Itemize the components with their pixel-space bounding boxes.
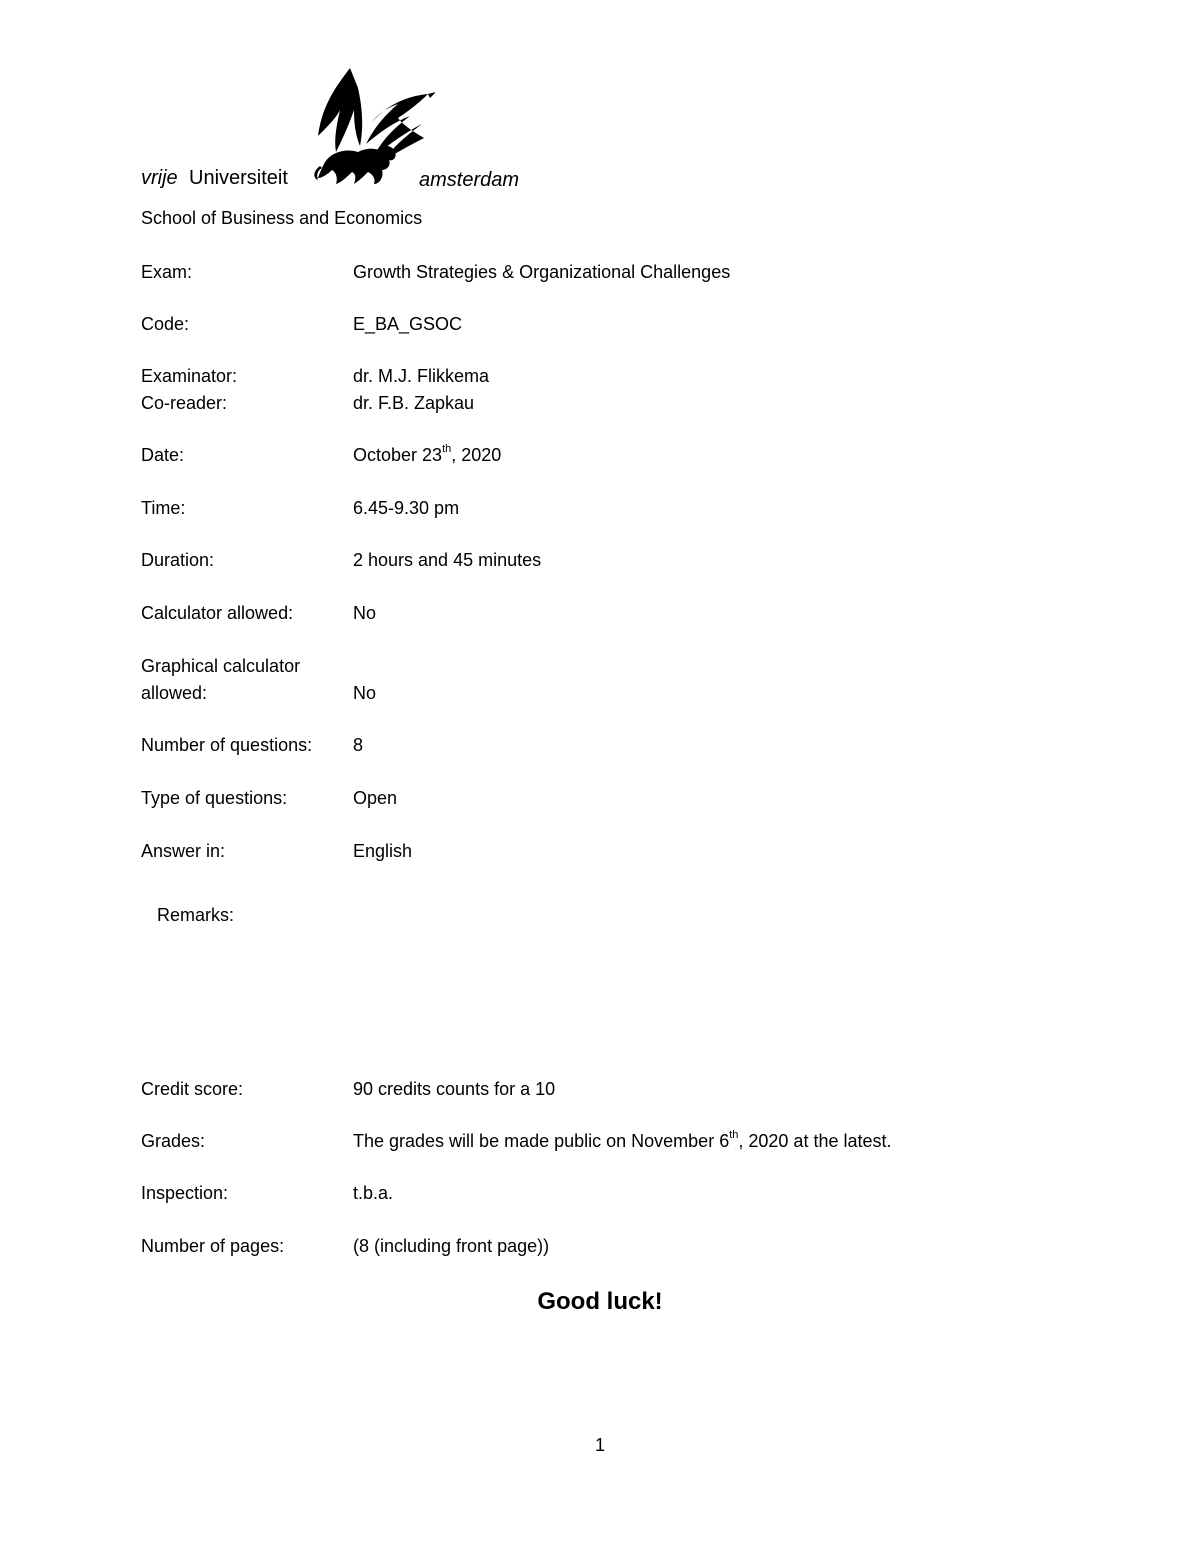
answer-in-label: Answer in:: [141, 841, 226, 861]
duration-value: 2 hours and 45 minutes: [353, 550, 542, 570]
date-value-main: October 23: [353, 445, 443, 465]
grades-value: [353, 1131, 892, 1153]
code-value: E_BA_GSOC: [353, 314, 463, 334]
date-value-year: , 2020: [451, 445, 502, 465]
page-number: 1: [594, 1435, 605, 1455]
num-questions-value: 8: [353, 735, 364, 755]
grades-label: Grades:: [141, 1131, 206, 1151]
duration-label: Duration:: [141, 550, 215, 570]
exam-label: Exam:: [141, 262, 193, 282]
answer-in-value: English: [353, 841, 413, 861]
logo-word-amsterdam: amsterdam: [419, 169, 520, 191]
num-questions-label: Number of questions:: [141, 735, 313, 755]
school-name: School of Business and Economics: [141, 208, 423, 228]
grades-value-rest: , 2020 at the latest.: [738, 1131, 892, 1151]
coreader-value: dr. F.B. Zapkau: [353, 393, 475, 413]
logo-word-vrije: vrije: [141, 167, 178, 189]
calculator-label: Calculator allowed:: [141, 603, 294, 623]
exam-value: Growth Strategies & Organizational Challenges: [353, 262, 731, 282]
inspection-value: t.b.a.: [353, 1183, 394, 1203]
credit-score-label: Credit score:: [141, 1079, 244, 1099]
time-label: Time:: [141, 498, 186, 518]
date-label: Date:: [141, 445, 185, 465]
type-questions-label: Type of questions:: [141, 788, 288, 808]
date-value: [353, 445, 501, 467]
griffin-emblem-icon: [310, 66, 435, 190]
coreader-label: Co-reader:: [141, 393, 228, 413]
grades-value-main: The grades will be made public on November 6: [353, 1131, 730, 1151]
logo-word-universiteit: Universiteit: [189, 167, 288, 189]
grades-value-suffix: th: [729, 1129, 739, 1141]
credit-score-value: 90 credits counts for a 10: [353, 1079, 556, 1099]
graphical-calculator-label-line1: Graphical calculator: [141, 656, 301, 676]
time-value: 6.45-9.30 pm: [353, 498, 460, 518]
calculator-value: No: [353, 603, 377, 623]
remarks-label: Remarks:: [157, 905, 235, 925]
graphical-calculator-value: No: [353, 683, 377, 703]
examinator-label: Examinator:: [141, 366, 238, 386]
date-value-suffix: th: [442, 443, 452, 455]
inspection-label: Inspection:: [141, 1183, 229, 1203]
num-pages-label: Number of pages:: [141, 1236, 285, 1256]
type-questions-value: Open: [353, 788, 398, 808]
num-pages-value: (8 (including front page)): [353, 1236, 550, 1256]
closing-message: Good luck!: [537, 1288, 663, 1315]
examinator-value: dr. M.J. Flikkema: [353, 366, 490, 386]
graphical-calculator-label-line2: allowed:: [141, 683, 208, 703]
code-label: Code:: [141, 314, 190, 334]
